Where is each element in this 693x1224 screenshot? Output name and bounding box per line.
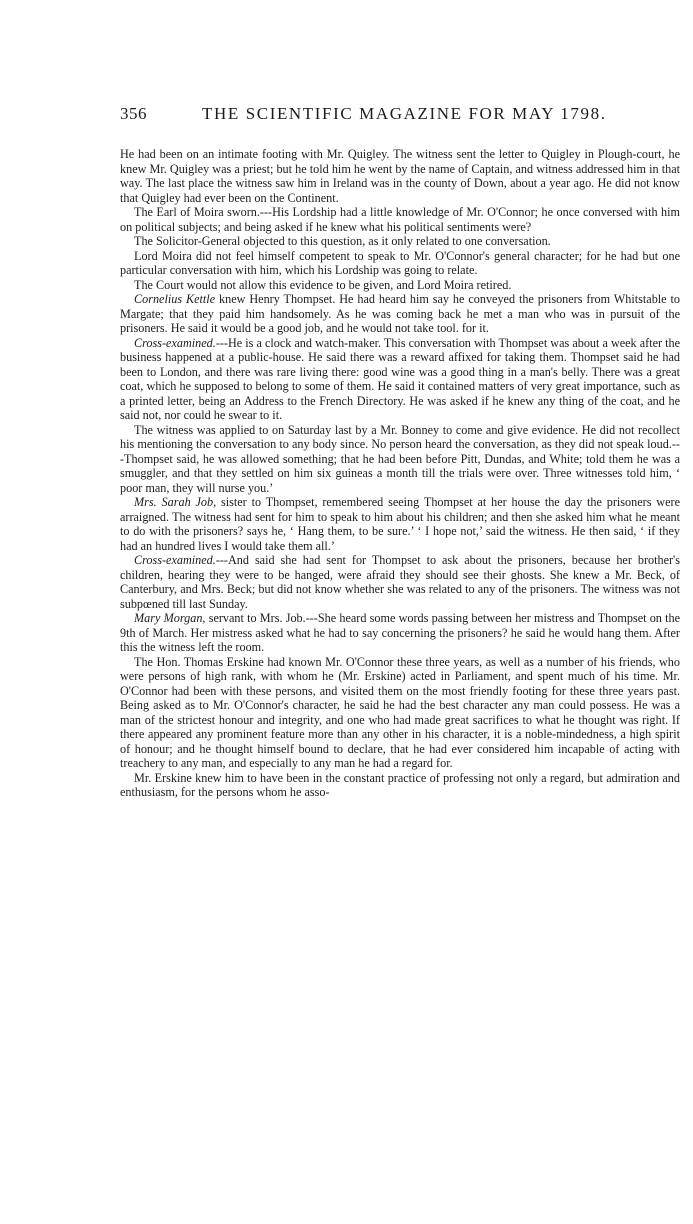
paragraph-text: The Solicitor-General objected to this question, as it only related to one conversation. [134,234,551,248]
paragraph [120,249,680,278]
page-number: 356 [120,104,147,123]
paragraph-text: He had been on an intimate footing with Mr. Quigley. The witness sent the letter to Quigley in Plough-court, he knew Mr. Quigley was a priest; but he told him he went by the name of Captain, and witness addressed him in that way. The last place the witness saw him in Ireland was in the county of Down, about a year ago. He did not know that Quigley had ever been on the Continent. [120,147,680,205]
paragraph [120,278,680,293]
paragraph-text: The Court would not allow this evidence to be given, and Lord Moira retired. [134,277,512,292]
paragraph-text: ---And said she had sent for Thompset to ask about the prisoners, because her brother's children, hearing they were to be hanged, were afraid they should see their ghosts. She knew a Mr. Beck, of Canterbury, and Mrs. Beck; but did not know whether she was related to any of the prisoners. The witness was not subpœned till last Sunday. [120,553,680,611]
paragraph-text: The Hon. Thomas Erskine had known Mr. O'Connor these three years, as well as a number of his friends, who were persons of high rank, with whom he (Mr. Erskine) acted in Parliament, and spent much of his time. Mr. O'Connor had been with these persons, and visited them on the most friendly footing for these three years past. Being asked as to Mr. O'Connor's character, he said he had the best character any man could possess. He was a man of the strictest honour and integrity, and one who had made great sacrifices to what he thought was right. If there appeared any prominent feature more than any other in his character, it is a noble-mindedness, a high spirit of honour; and he thought himself bound to declare, that he had ever considered him incapable of acting with treachery to any man, and especially to any man he had a regard for. [120,654,680,770]
paragraph-text: The Earl of Moira sworn.---His Lordship had a little knowledge of Mr. O'Connor; he once conversed with him on political subjects; and being asked if he knew what his political sentiments were? [120,205,680,234]
article-body [120,147,680,800]
speaker-name: Cross-examined. [134,335,216,350]
paragraph-text: ---He is a clock and watch-maker. This conversation with Thompset was about a week after the business happened at a public-house. He said there was a reward affixed for taking them. Thompset said he had been to London, and there was rare living there: good wine was a good thing in a man's belly. There was a great coat, which he supposed to belong to some of them. He said it contained matters of very great importance, such as a printed letter, being an Address to the French Directory. He was asked if he knew any thing of the coat, and he said not, nor could he swear to it. [120,335,680,422]
paragraph [120,292,680,336]
paragraph-text: sister to Thompset, remembered seeing Thompset at her house the day the prisoners were arraigned. The witness had sent for him to speak to him about his children; and then she asked him what he meant to do with the prisoners? says he, ‘ Hang them, to be sure.’ ‘ I hope not,’ said the witness. He then said, ‘ if they had an hundred lives I would take them all.’ [120,495,680,553]
paragraph-text: The witness was applied to on Saturday last by a Mr. Bonney to come and give evidence. He did not recollect his mentioning the conversation to any body since. No person heard the conversation, as they did not speak loud.---Thompset said, he was allowed something; that he had been before Pitt, Dundas, and White; told them he was a smuggler, and that they settled on him six guineas a month till the trials were over. Three witnesses told him, ‘ poor man, they will nurse you.’ [120,422,680,495]
speaker-name: Mrs. Sarah Job, [134,495,217,509]
paragraph [120,655,680,771]
paragraph [120,205,680,234]
paragraph [120,771,680,800]
paragraph-text: Lord Moira did not feel himself competent to speak to Mr. O'Connor's general character; for he had but one particular conversation with him, which his Lordship was going to relate. [120,248,680,277]
speaker-name: Cornelius Kettle [134,292,216,306]
paragraph [120,495,680,553]
paragraph-text: servant to Mrs. Job.---She heard some words passing between her mistress and Thompset on the 9th of March. Her mistress asked what he had to say concerning the prisoners? he said he would hang them. After this the witness left the room. [120,611,680,654]
paragraph-text: knew Henry Thompset. He had heard him say he conveyed the prisoners from Whitstable to Margate; that they paid him handsomely. As he was coming back he met a man who was in pursuit of the prisoners. He said it would be a good job, and he would not take tool. for it. [120,292,680,335]
paragraph [120,423,680,496]
running-title: THE SCIENTIFIC MAGAZINE FOR MAY 1798. [202,104,607,123]
paragraph [120,611,680,655]
speaker-name: Cross-examined. [134,553,216,567]
paragraph [120,553,680,611]
paragraph [120,234,680,249]
paragraph-text: Mr. Erskine knew him to have been in the constant practice of professing not only a regard, but admiration and enthusiasm, for the persons whom he asso- [120,770,680,799]
paragraph [120,336,680,423]
paragraph [120,147,680,205]
speaker-name: Mary Morgan, [134,611,206,625]
page-header [120,104,680,130]
